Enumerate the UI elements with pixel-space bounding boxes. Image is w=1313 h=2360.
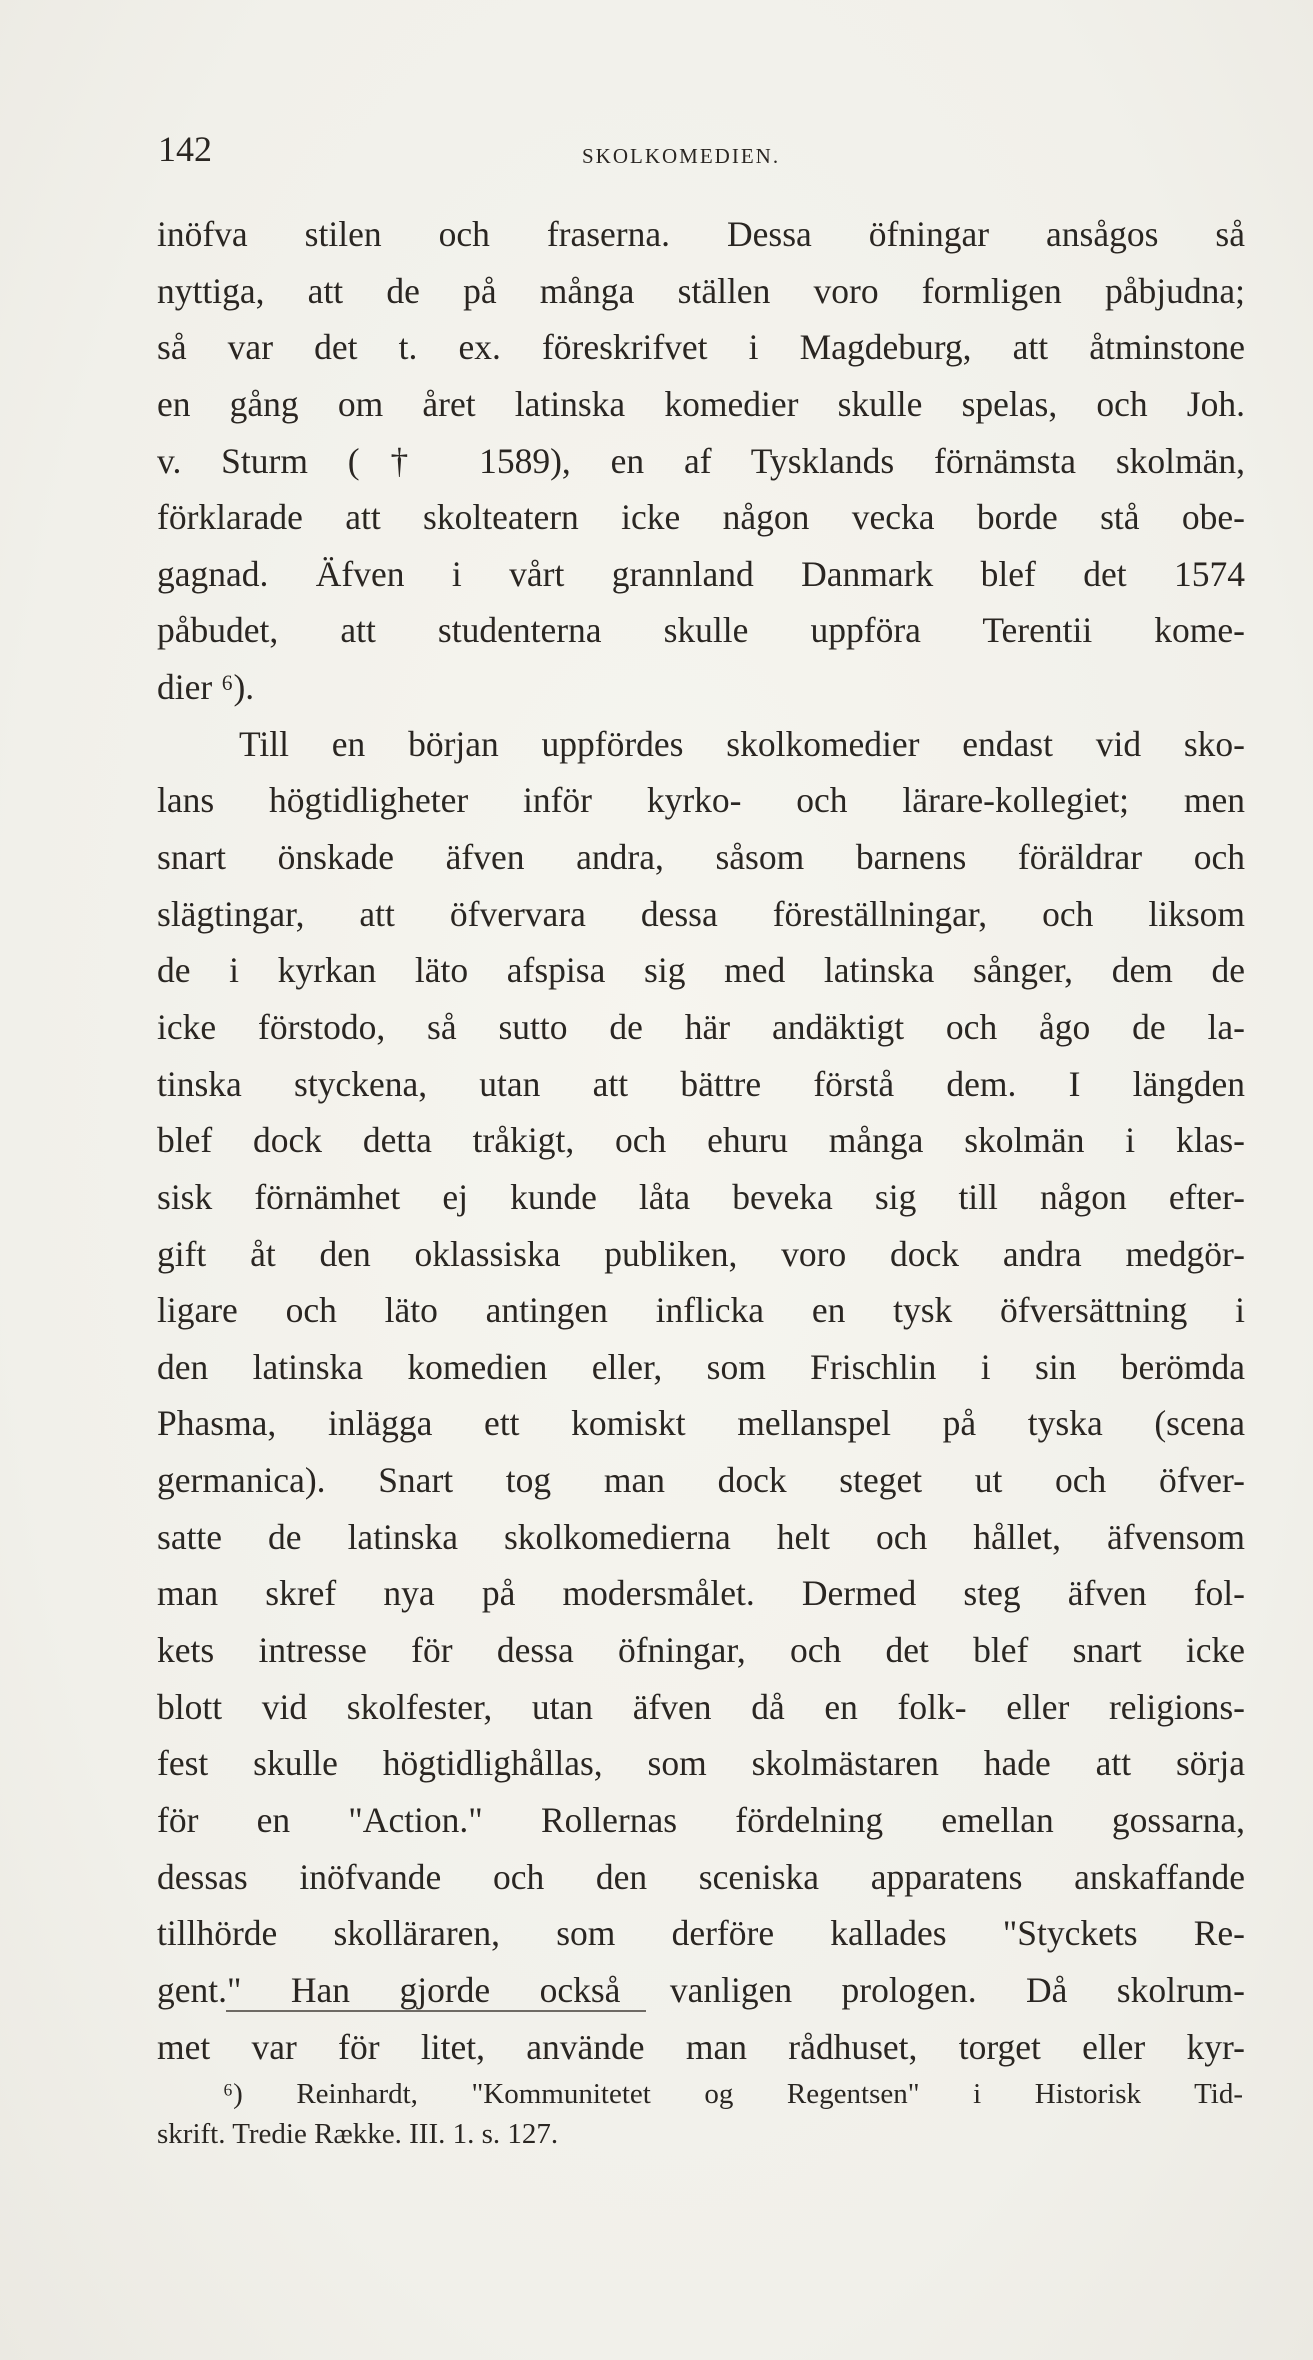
footnote xyxy=(157,2074,1243,2154)
footnote-divider xyxy=(226,2010,646,2012)
text-line: dessas inöfvande och den sceniska apparatens anskaffande xyxy=(157,1856,1245,1897)
text-line: Phasma, inlägga ett komiskt mellanspel på tyska (scena xyxy=(157,1403,1245,1444)
text-line: snart önskade äfven andra, såsom barnens föräldrar och xyxy=(157,837,1245,878)
running-head: SKOLKOMEDIEN. xyxy=(582,144,781,168)
text-line: den latinska komedien eller, som Frischlin i sin berömda xyxy=(157,1346,1245,1387)
text-line: sisk förnämhet ej kunde låta beveka sig till någon efter- xyxy=(157,1176,1245,1217)
page-number: 142 xyxy=(158,129,212,169)
text-line: gift åt den oklassiska publiken, voro dock andra medgör- xyxy=(157,1233,1245,1274)
text-line: slägtingar, att öfvervara dessa föreställningar, och liksom xyxy=(157,893,1245,934)
text-line: satte de latinska skolkomedierna helt och hållet, äfvensom xyxy=(157,1516,1245,1557)
text-line: blef dock detta tråkigt, och ehuru många skolmän i klas- xyxy=(157,1120,1245,1161)
text-line: met var för litet, använde man rådhuset, torget eller kyr- xyxy=(157,2026,1245,2067)
text-line: påbudet, att studenterna skulle uppföra Terentii kome- xyxy=(157,610,1245,651)
text-line: för en "Action." Rollernas fördelning emellan gossarna, xyxy=(157,1799,1245,1840)
text-line: blott vid skolfester, utan äfven då en folk- eller religions- xyxy=(157,1686,1245,1727)
text-line: gent." Han gjorde också vanligen prologen. Då skolrum- xyxy=(157,1969,1245,2010)
text-line: gagnad. Äfven i vårt grannland Danmark blef det 1574 xyxy=(157,553,1245,594)
footnote-line: skrift. Tredie Række. III. 1. s. 127. xyxy=(157,2118,559,2150)
text-line: lans högtidligheter inför kyrko- och lärare-kollegiet; men xyxy=(157,780,1245,821)
text-line: nyttiga, att de på många ställen voro formligen påbjudna; xyxy=(157,270,1245,311)
text-line: kets intresse för dessa öfningar, och det blef snart icke xyxy=(157,1630,1245,1671)
page-header xyxy=(158,128,1258,188)
text-line: förklarade att skolteatern icke någon vecka borde stå obe- xyxy=(157,497,1245,538)
text-line: v. Sturm († 1589), en af Tysklands förnämsta skolmän, xyxy=(157,440,1245,481)
text-line: icke förstodo, så sutto de här andäktigt och ågo de la- xyxy=(157,1006,1245,1047)
text-line: dier ⁶). xyxy=(157,667,255,708)
text-line: germanica). Snart tog man dock steget ut och öfver- xyxy=(157,1460,1245,1501)
text-line: en gång om året latinska komedier skulle spelas, och Joh. xyxy=(157,383,1245,424)
footnote-line: ⁶) Reinhardt, "Kommunitetet og Regentsen" i Historisk Tid- xyxy=(223,2078,1243,2110)
text-line: fest skulle högtidlighållas, som skolmästaren hade att sörja xyxy=(157,1743,1245,1784)
text-line: ligare och läto antingen inflicka en tysk öfversättning i xyxy=(157,1290,1245,1331)
text-line: man skref nya på modersmålet. Dermed steg äfven fol- xyxy=(157,1573,1245,1614)
body-text xyxy=(157,206,1245,2075)
text-line: Till en början uppfördes skolkomedier endast vid sko- xyxy=(239,723,1245,764)
text-line: tinska styckena, utan att bättre förstå dem. I längden xyxy=(157,1063,1245,1104)
text-line: de i kyrkan läto afspisa sig med latinska sånger, dem de xyxy=(157,950,1245,991)
text-line: tillhörde skolläraren, som derföre kallades "Styckets Re- xyxy=(157,1913,1245,1954)
text-line: så var det t. ex. föreskrifvet i Magdeburg, att åtminstone xyxy=(157,327,1245,368)
text-line: inöfva stilen och fraserna. Dessa öfningar ansågos så xyxy=(157,214,1245,254)
